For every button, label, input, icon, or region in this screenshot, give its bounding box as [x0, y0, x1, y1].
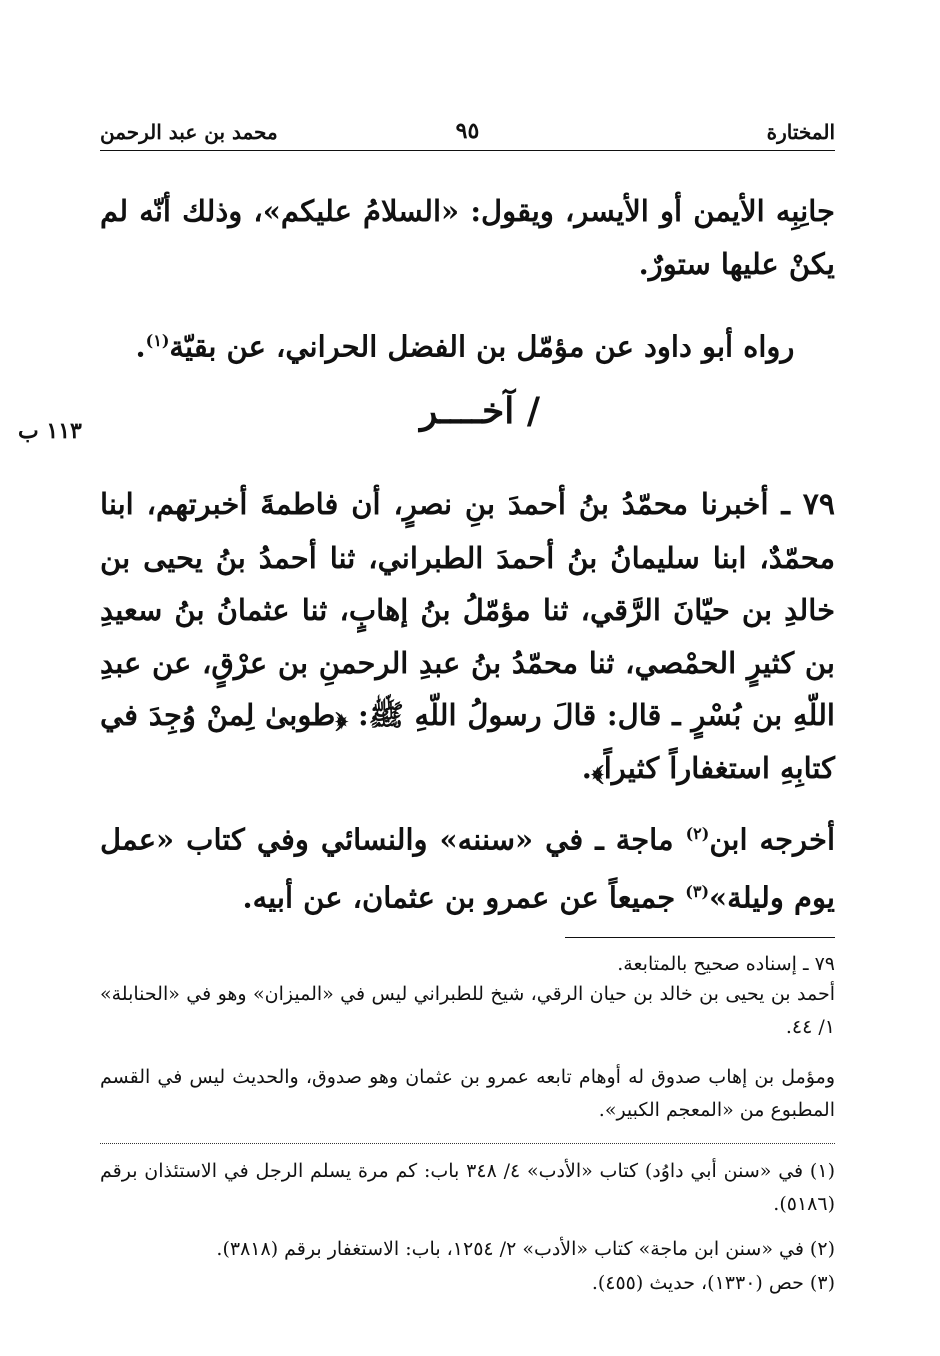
editor-note-1: ٧٩ ـ إسناده صحيح بالمتابعة.: [617, 953, 835, 975]
hadith-number: ٧٩: [802, 487, 835, 522]
footnote-ref-2: (٢): [685, 824, 710, 843]
takhrij-text-c: جميعاً عن عمرو بن عثمان، عن أبيه.: [242, 880, 686, 915]
section-heading: / آخــــر: [420, 390, 540, 432]
notes-separator: [565, 937, 835, 938]
hadith-text: ـ أخبرنا محمّدُ بنُ أحمدَ بنِ نصرٍ، أن فاطمةَ أخبرتهم، ابنا محمّدٌ، ابنا سليمانُ بنُ أحمدَ الطبراني، ثنا أحمدُ بنُ يحيى بن خالدِ بن حيّانَ الرَّقي، ثنا مؤمّلُ بنُ إهابٍ، ثنا عثمانُ بنُ سعيدِ بن كثيرٍ الحمْصي، ثنا محمّدُ بنُ عبدِ الرحمنِ بن عرْقٍ، عن عبدِ اللّهِ بن بُسْرٍ ـ قال: قالَ رسولُ اللّهِ ﷺ: ﴿طوبىٰ لِمنْ وُجِدَ في كتابِهِ استغفاراً كثيراً﴾.: [100, 487, 835, 785]
editor-note-3: ومؤمل بن إهاب صدوق له أوهام تابعه عمرو بن عثمان وهو صدوق، والحديث ليس في القسم المطبوع من «المعجم الكبير».: [100, 1066, 835, 1121]
footnotes-separator: [100, 1143, 835, 1144]
page-number: ٩٥: [455, 118, 480, 144]
paragraph-narration: [130, 314, 800, 374]
editor-note-2: أحمد بن يحيى بن خالد بن حيان الرقي، شيخ للطبراني ليس في «الميزان» وهو في «الحنابلة» ١/ ٤٤.: [100, 983, 835, 1038]
footnote-ref-3: (٣): [685, 881, 710, 901]
takhrij-text-b: ماجة ـ في «سننه» والنسائي وفي كتاب «عمل يوم وليلة»: [100, 822, 835, 915]
hadith-paragraph: [100, 478, 835, 794]
running-header: [100, 114, 835, 151]
footnote-3: (٣) حص (١٣٣٠)، حديث (٤٥٥).: [591, 1272, 835, 1294]
footnote-1: (١) في «سنن أبي داوُد) كتاب «الأدب» ٤/ ٣٤٨ باب: كم مرة يسلم الرجل في الاستئذان برقم (٥١٨٦).: [100, 1160, 835, 1215]
takhrij-text-a: أخرجه ابن: [709, 822, 836, 857]
narration-end: .: [135, 329, 146, 364]
takhrij-paragraph: [100, 808, 835, 923]
narration-text: رواه أبو داود عن مؤمّل بن الفضل الحراني، عن بقيّة: [169, 329, 795, 364]
manuscript-folio-note: ١١٣ ب: [18, 418, 82, 444]
footnote-2: (٢) في «سنن ابن ماجة» كتاب «الأدب» ٢/ ١٢٥٤، باب: الاستغفار برقم (٣٨١٨).: [216, 1238, 835, 1260]
footnote-ref-1: (١): [145, 331, 170, 350]
paragraph-continuation: جانِبِه الأيمن أو الأيسر، ويقول: «السلامُ عليكم»، وذلك أنّه لم يكنْ عليها ستورٌ.: [100, 194, 835, 281]
book-title: المختارة: [766, 120, 835, 144]
author-name: محمد بن عبد الرحمن: [100, 120, 278, 144]
